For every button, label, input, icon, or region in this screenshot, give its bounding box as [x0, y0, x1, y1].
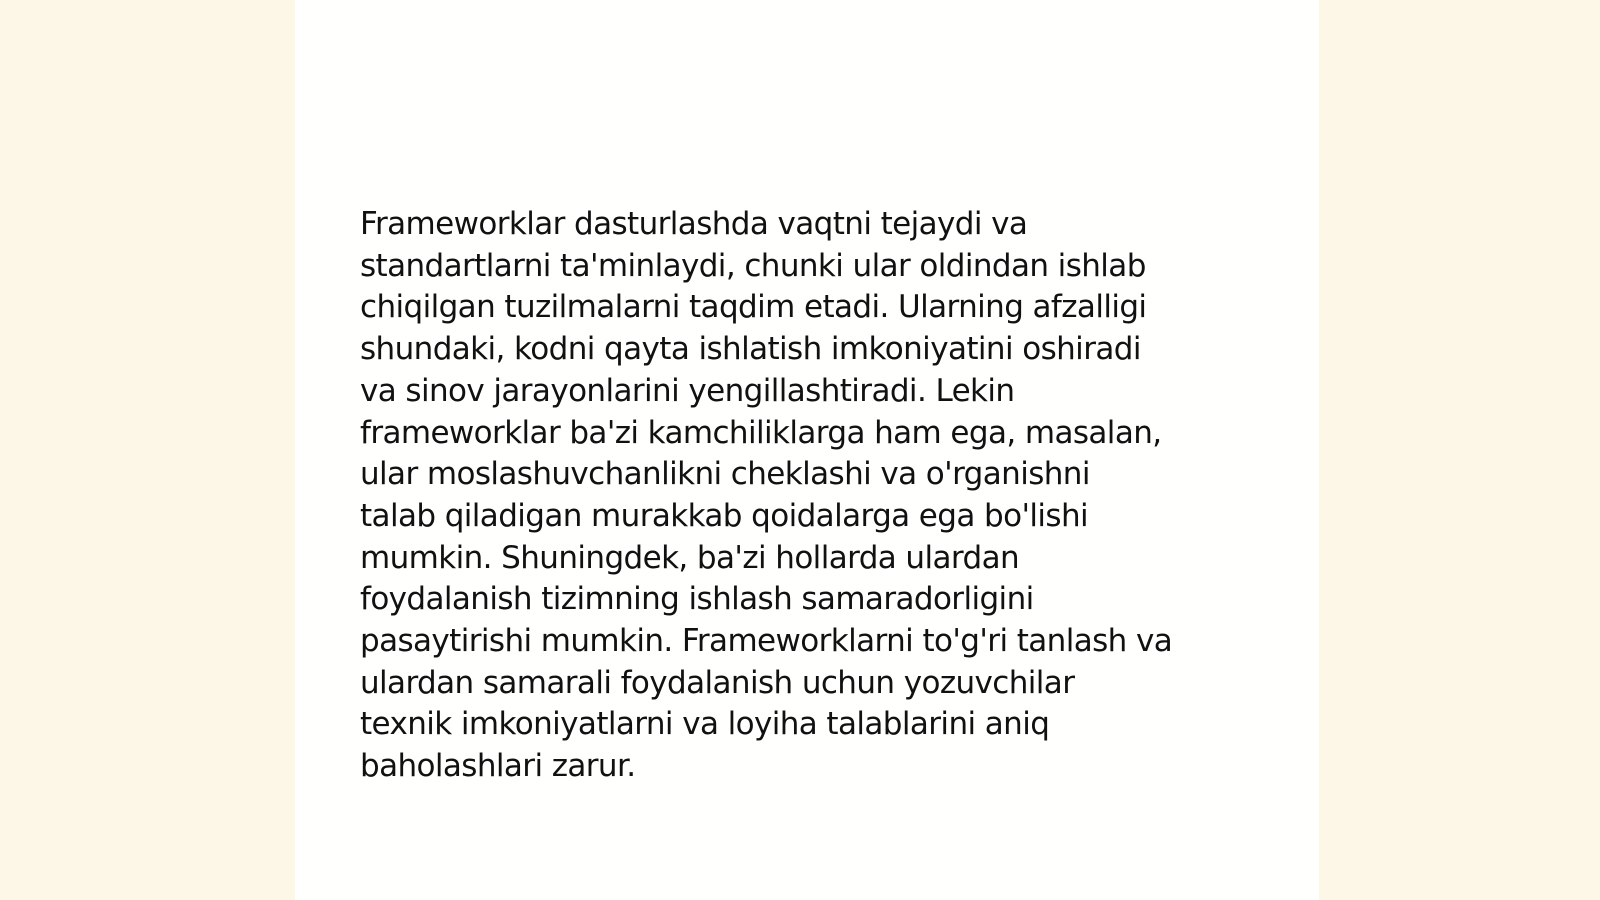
text-line: shundaki, kodni qayta ishlatish imkoniyatini oshiradi [360, 331, 1141, 368]
text-line: pasaytirishi mumkin. Frameworklarni to'g'ri tanlash va [360, 623, 1173, 660]
text-line: ulardan samarali foydalanish uchun yozuvchilar [360, 664, 1075, 701]
text-line: ular moslashuvchanlikni cheklashi va o'rganishni [360, 456, 1090, 493]
text-line: texnik imkoniyatlarni va loyiha talablarini aniq [360, 706, 1050, 743]
text-line: standartlarni ta'minlaydi, chunki ular oldindan ishlab [360, 247, 1146, 284]
text-line: talab qiladigan murakkab qoidalarga ega bo'lishi [360, 497, 1089, 534]
body-paragraph [360, 204, 1260, 788]
text-line: foydalanish tizimning ishlash samaradorligini [360, 581, 1034, 618]
text-line: va sinov jarayonlarini yengillashtiradi. Lekin [360, 372, 1015, 409]
text-line: frameworklar ba'zi kamchiliklarga ham ega, masalan, [360, 414, 1162, 451]
document-page [295, 0, 1319, 900]
text-line: chiqilgan tuzilmalarni taqdim etadi. Ularning afzalligi [360, 289, 1147, 326]
text-line: mumkin. Shuningdek, ba'zi hollarda ulardan [360, 539, 1020, 576]
text-line: baholashlari zarur. [360, 748, 636, 785]
text-line: Frameworklar dasturlashda vaqtni tejaydi va [360, 206, 1028, 242]
